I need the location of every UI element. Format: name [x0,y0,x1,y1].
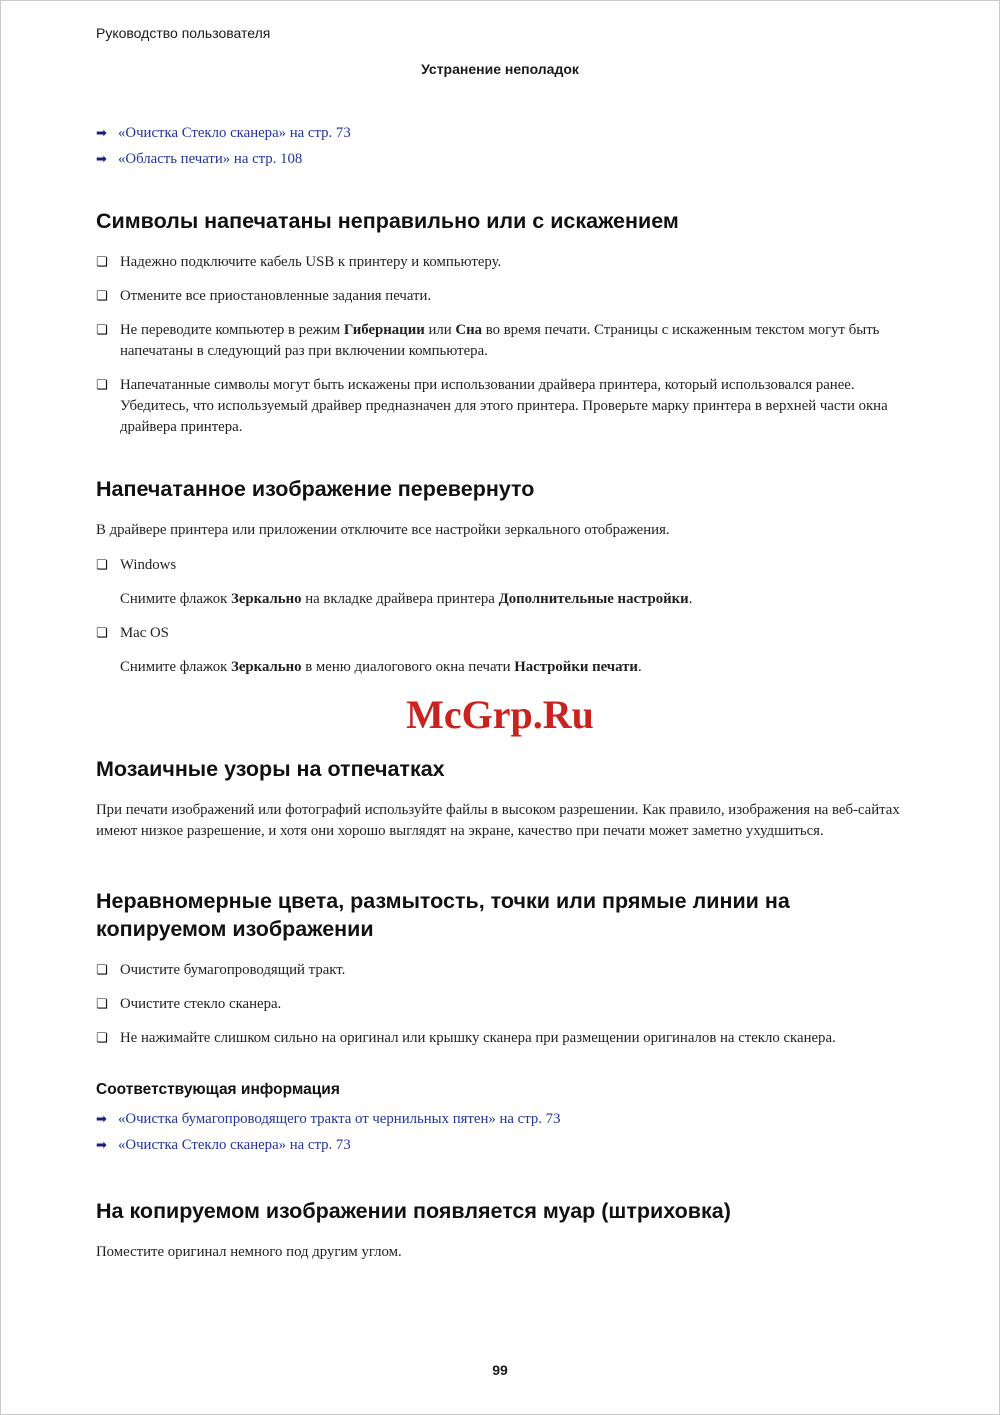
page-number: 99 [492,1362,508,1378]
list-item-text: Отмените все приостановленные задания печати. [120,287,432,304]
arrow-right-icon: ➡ [96,152,107,167]
list-item [96,994,904,1015]
list-item [96,375,904,438]
list-item [96,960,904,981]
list-item-text: Не нажимайте слишком сильно на оригинал или крышку сканера при размещении оригиналов на стекло сканера. [120,1029,836,1046]
list-item [96,252,904,273]
paragraph: В драйвере принтера или приложении отключите все настройки зеркального отображения. [96,521,670,538]
chapter-title: Устранение неполадок [421,61,579,77]
link-label: «Область печати» на стр. 108 [118,151,303,167]
related-info-title: Соответствующая информация [96,1080,340,1098]
arrow-right-icon: ➡ [96,126,107,141]
link-label: «Очистка Стекло сканера» на стр. 73 [118,1136,351,1153]
arrow-right-icon: ➡ [96,1111,107,1127]
list-item-text: Очистите бумагопроводящий тракт. [120,961,346,978]
cross-reference-link[interactable] [96,1137,904,1154]
section-title: Мозаичные узоры на отпечатках [96,756,445,781]
cross-reference-list [96,125,904,168]
checkbox-bullet-icon: ❏ [96,625,108,641]
list-item-text: Mac OS [120,624,169,641]
checkbox-bullet-icon: ❏ [96,377,108,393]
document-title: Руководство пользователя [96,25,271,41]
checkbox-bullet-icon: ❏ [96,962,108,978]
list-item-detail: Снимите флажок Зеркально на вкладке драйвера принтера Дополнительные настройки. [120,590,693,607]
link-label: «Очистка Стекло сканера» на стр. 73 [118,125,351,141]
checkbox-bullet-icon: ❏ [96,1030,108,1046]
checkbox-bullet-icon: ❏ [96,557,108,573]
section-title: Неравномерные цвета, размытость, точки или прямые линии на копируемом изображении [96,888,790,941]
arrow-right-icon: ➡ [96,1137,107,1153]
list-item-text: Надежно подключите кабель USB к принтеру и компьютеру. [120,253,502,270]
list-item [96,286,904,307]
list-item [96,555,904,576]
checkbox-bullet-icon: ❏ [96,254,108,270]
section-title: Символы напечатаны неправильно или с искажением [96,209,679,233]
list-item-detail: Снимите флажок Зеркально в меню диалогового окна печати Настройки печати. [120,658,642,675]
list-item-text: Очистите стекло сканера. [120,995,282,1012]
cross-reference-link[interactable] [96,125,904,142]
cross-reference-link[interactable] [96,1111,904,1128]
paragraph: При печати изображений или фотографий используйте файлы в высоком разрешении. Как правило, изображения на веб-сайтах имеют низкое разрешение, и хотя они хорошо выглядят на экране, качество при печати может заметно ухудшиться. [96,801,900,839]
section-title: На копируемом изображении появляется муар (штриховка) [96,1198,731,1223]
section-title: Напечатанное изображение перевернуто [96,476,535,501]
watermark: McGrp.Ru [406,691,594,737]
list-item-text: Напечатанные символы могут быть искажены при использовании драйвера принтера, который использовался ранее. Убедитесь, что используемый драйвер предназначен для этого принтера. Проверьте марку принтера в верхней части окна драйвера принтера. [120,376,888,435]
list-item [96,623,904,644]
list-item-text: Не переводите компьютер в режим Гибернации или Сна во время печати. Страницы с искаженным текстом могут быть напечатаны в следующий раз при включении компьютера. [120,321,880,359]
list-item-text: Windows [120,556,177,573]
paragraph: Поместите оригинал немного под другим углом. [96,1243,402,1260]
checkbox-bullet-icon: ❏ [96,288,108,304]
link-label: «Очистка бумагопроводящего тракта от чернильных пятен» на стр. 73 [118,1110,561,1127]
list-item [96,1028,904,1049]
checkbox-bullet-icon: ❏ [96,996,108,1012]
checkbox-bullet-icon: ❏ [96,322,108,338]
cross-reference-link[interactable] [96,151,904,168]
list-item [96,320,904,362]
